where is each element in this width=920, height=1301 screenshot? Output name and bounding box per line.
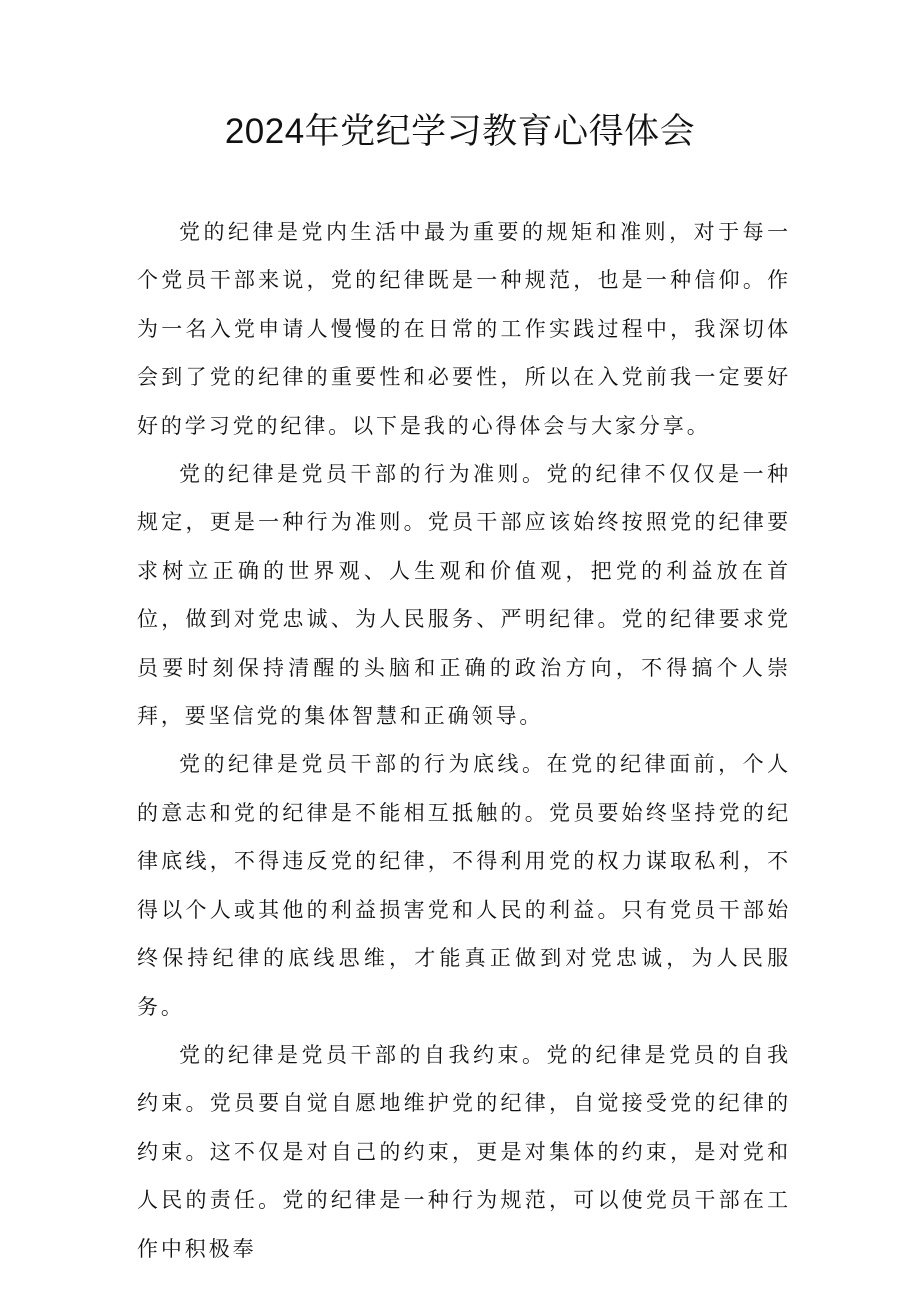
document-body [137, 208, 791, 1273]
paragraph: 党的纪律是党内生活中最为重要的规矩和准则，对于每一个党员干部来说，党的纪律既是一种规范，也是一种信仰。作为一名入党申请人慢慢的在日常的工作实践过程中，我深切体会到了党的纪律的重要性和必要性，所以在入党前我一定要好好的学习党的纪律。以下是我的心得体会与大家分享。 [137, 220, 791, 438]
paragraph: 党的纪律是党员干部的行为准则。党的纪律不仅仅是一种规定，更是一种行为准则。党员干部应该始终按照党的纪律要求树立正确的世界观、人生观和价值观，把党的利益放在首位，做到对党忠诚、为人民服务、严明纪律。党的纪律要求党员要时刻保持清醒的头脑和正确的政治方向，不得搞个人崇拜，要坚信党的集体智慧和正确领导。 [137, 462, 791, 729]
paragraph: 党的纪律是党员干部的自我约束。党的纪律是党员的自我约束。党员要自觉自愿地维护党的纪律，自觉接受党的纪律的约束。这不仅是对自己的约束，更是对集体的约束，是对党和人民的责任。党的纪律是一种行为规范，可以使党员干部在工作中积极奉 [137, 1042, 791, 1261]
document-title: 2024年党纪学习教育心得体会 [224, 112, 696, 151]
paragraph: 党的纪律是党员干部的行为底线。在党的纪律面前，个人的意志和党的纪律是不能相互抵触的。党员要始终坚持党的纪律底线，不得违反党的纪律，不得利用党的权力谋取私利，不得以个人或其他的利益损害党和人民的利益。只有党员干部始终保持纪律的底线思维，才能真正做到对党忠诚，为人民服务。 [137, 752, 791, 1019]
